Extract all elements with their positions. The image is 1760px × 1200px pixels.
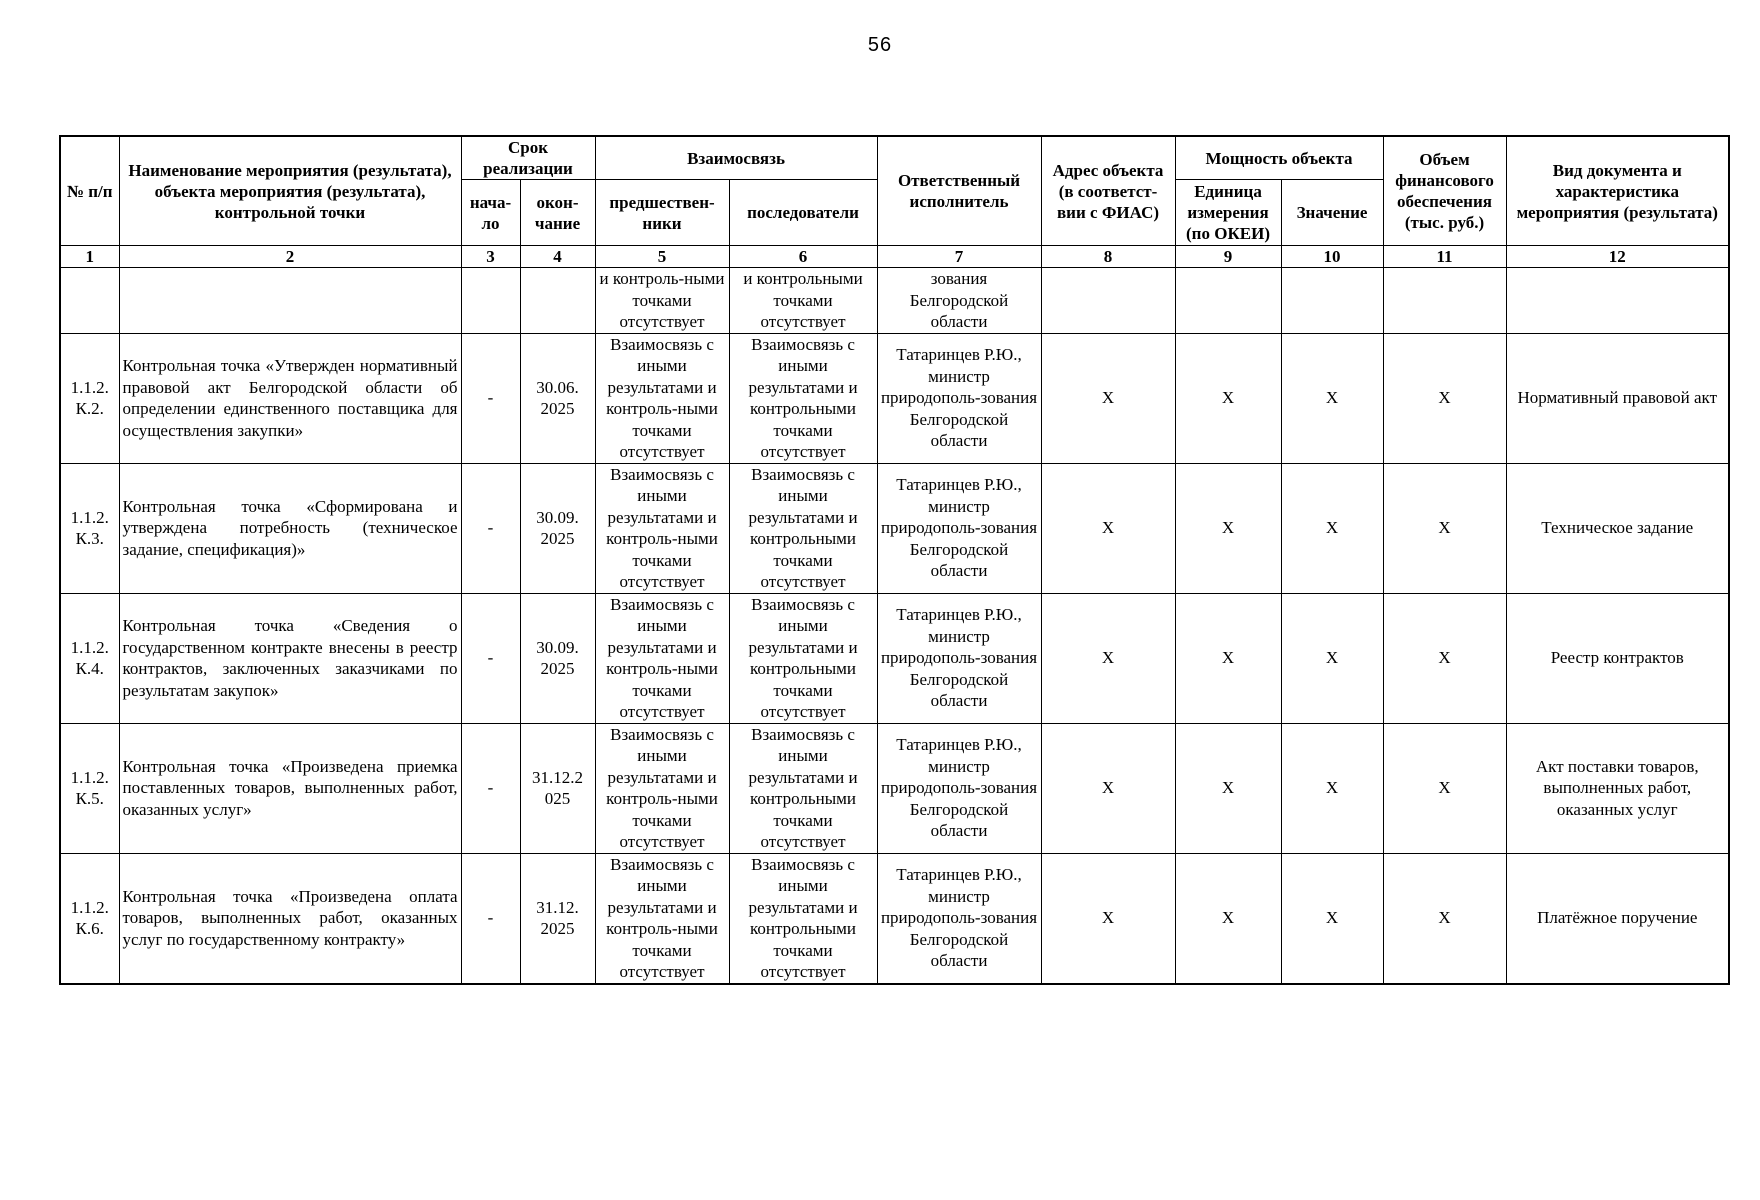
cell-end: 31.12. 2025	[520, 853, 595, 984]
cell-start: -	[461, 723, 520, 853]
cell-num: 1.1.2. К.4.	[60, 593, 119, 723]
table-row	[60, 853, 1729, 984]
table-row	[60, 723, 1729, 853]
cell-value: X	[1281, 333, 1383, 463]
column-number: 9	[1175, 246, 1281, 268]
table-row	[60, 333, 1729, 463]
cell-start: -	[461, 463, 520, 593]
column-number: 11	[1383, 246, 1506, 268]
cell-responsible: Татаринцев Р.Ю., министр природополь-зования Белгородской области	[877, 463, 1041, 593]
cell-num: 1.1.2. К.3.	[60, 463, 119, 593]
column-number: 2	[119, 246, 461, 268]
cell-value: X	[1281, 463, 1383, 593]
column-number: 6	[729, 246, 877, 268]
cell-address: X	[1041, 723, 1175, 853]
cell-document: Платёжное поручение	[1506, 853, 1729, 984]
col-header-responsible: Ответственный исполнитель	[877, 136, 1041, 246]
cell-address: X	[1041, 593, 1175, 723]
cell-empty	[520, 268, 595, 334]
cell-successors: Взаимосвязь с иными результатами и контрольными точками отсутствует	[729, 723, 877, 853]
col-header-finance: Объем финансового обеспечения (тыс. руб.)	[1383, 136, 1506, 246]
column-number: 7	[877, 246, 1041, 268]
cell-start: -	[461, 853, 520, 984]
table-row	[60, 593, 1729, 723]
cell-successors: Взаимосвязь с иными результатами и контрольными точками отсутствует	[729, 853, 877, 984]
cell-name: Контрольная точка «Сведения о государственном контракте внесены в реестр контрактов, заключенных заказчиками по результатам закупок»	[119, 593, 461, 723]
cell-unit: X	[1175, 463, 1281, 593]
cell-responsible: Татаринцев Р.Ю., министр природополь-зования Белгородской области	[877, 723, 1041, 853]
cell-finance: X	[1383, 333, 1506, 463]
col-header-num: № п/п	[60, 136, 119, 246]
cell-empty	[60, 268, 119, 334]
cell-value: X	[1281, 853, 1383, 984]
cell-start: -	[461, 333, 520, 463]
cell-document: Нормативный правовой акт	[1506, 333, 1729, 463]
cell-successors: Взаимосвязь с иными результатами и контрольными точками отсутствует	[729, 333, 877, 463]
cell-empty	[1175, 268, 1281, 334]
cell-address: X	[1041, 463, 1175, 593]
header-row-top	[60, 136, 1729, 180]
page-number: 56	[867, 34, 893, 56]
cell-successors: Взаимосвязь с иными результатами и контрольными точками отсутствует	[729, 463, 877, 593]
col-header-unit: Единица измерения (по ОКЕИ)	[1175, 180, 1281, 246]
column-number: 4	[520, 246, 595, 268]
cell-finance: X	[1383, 463, 1506, 593]
column-number: 5	[595, 246, 729, 268]
cell-responsible: зования Белгородской области	[877, 268, 1041, 334]
column-number: 3	[461, 246, 520, 268]
cell-successors: и контрольными точками отсутствует	[729, 268, 877, 334]
cell-start: -	[461, 593, 520, 723]
cell-empty	[1041, 268, 1175, 334]
cell-finance: X	[1383, 853, 1506, 984]
cell-end: 31.12.2 025	[520, 723, 595, 853]
column-number: 12	[1506, 246, 1729, 268]
table-row	[60, 463, 1729, 593]
cell-predecessors: Взаимосвязь с иными результатами и контроль-ными точками отсутствует	[595, 333, 729, 463]
cell-unit: X	[1175, 853, 1281, 984]
column-number: 10	[1281, 246, 1383, 268]
cell-predecessors: Взаимосвязь с иными результатами и контроль-ными точками отсутствует	[595, 463, 729, 593]
cell-finance: X	[1383, 723, 1506, 853]
col-header-predecessors: предшествен-ники	[595, 180, 729, 246]
plan-table	[59, 135, 1730, 985]
cell-name: Контрольная точка «Произведена оплата товаров, выполненных работ, оказанных услуг по государственному контракту»	[119, 853, 461, 984]
cell-predecessors: Взаимосвязь с иными результатами и контроль-ными точками отсутствует	[595, 723, 729, 853]
cell-address: X	[1041, 333, 1175, 463]
cell-num: 1.1.2. К.2.	[60, 333, 119, 463]
cell-document: Акт поставки товаров, выполненных работ, оказанных услуг	[1506, 723, 1729, 853]
cell-empty	[1383, 268, 1506, 334]
cell-end: 30.09. 2025	[520, 593, 595, 723]
cell-responsible: Татаринцев Р.Ю., министр природополь-зования Белгородской области	[877, 593, 1041, 723]
col-header-document: Вид документа и характеристика мероприятия (результата)	[1506, 136, 1729, 246]
cell-num: 1.1.2. К.6.	[60, 853, 119, 984]
cell-document: Техническое задание	[1506, 463, 1729, 593]
cell-unit: X	[1175, 723, 1281, 853]
cell-name: Контрольная точка «Сформирована и утверждена потребность (техническое задание, спецификация)»	[119, 463, 461, 593]
cell-end: 30.06. 2025	[520, 333, 595, 463]
cell-name: Контрольная точка «Произведена приемка поставленных товаров, выполненных работ, оказанных услуг»	[119, 723, 461, 853]
cell-value: X	[1281, 723, 1383, 853]
cell-name: Контрольная точка «Утвержден нормативный правовой акт Белгородской области об определении единственного поставщика для осуществления закупки»	[119, 333, 461, 463]
cell-responsible: Татаринцев Р.Ю., министр природополь-зования Белгородской области	[877, 853, 1041, 984]
cell-end: 30.09. 2025	[520, 463, 595, 593]
col-header-link: Взаимосвязь	[595, 136, 877, 180]
cell-empty	[461, 268, 520, 334]
cell-successors: Взаимосвязь с иными результатами и контрольными точками отсутствует	[729, 593, 877, 723]
col-header-name: Наименование мероприятия (результата), объекта мероприятия (результата), контрольной точки	[119, 136, 461, 246]
cell-predecessors: Взаимосвязь с иными результатами и контроль-ными точками отсутствует	[595, 593, 729, 723]
cell-predecessors: и контроль-ными точками отсутствует	[595, 268, 729, 334]
cell-unit: X	[1175, 593, 1281, 723]
cell-empty	[1281, 268, 1383, 334]
column-number: 1	[60, 246, 119, 268]
cell-document: Реестр контрактов	[1506, 593, 1729, 723]
col-header-address: Адрес объекта (в соответст-вии с ФИАС)	[1041, 136, 1175, 246]
cell-num: 1.1.2. К.5.	[60, 723, 119, 853]
table-row-continuation	[60, 268, 1729, 334]
cell-finance: X	[1383, 593, 1506, 723]
cell-responsible: Татаринцев Р.Ю., министр природополь-зования Белгородской области	[877, 333, 1041, 463]
col-header-value: Значение	[1281, 180, 1383, 246]
cell-unit: X	[1175, 333, 1281, 463]
col-header-start: нача-ло	[461, 180, 520, 246]
cell-value: X	[1281, 593, 1383, 723]
col-header-end: окон-чание	[520, 180, 595, 246]
col-header-term: Срок реализации	[461, 136, 595, 180]
cell-address: X	[1041, 853, 1175, 984]
column-number: 8	[1041, 246, 1175, 268]
cell-empty	[1506, 268, 1729, 334]
col-header-successors: последователи	[729, 180, 877, 246]
column-number-row	[60, 246, 1729, 268]
cell-predecessors: Взаимосвязь с иными результатами и контроль-ными точками отсутствует	[595, 853, 729, 984]
cell-empty	[119, 268, 461, 334]
col-header-power: Мощность объекта	[1175, 136, 1383, 180]
